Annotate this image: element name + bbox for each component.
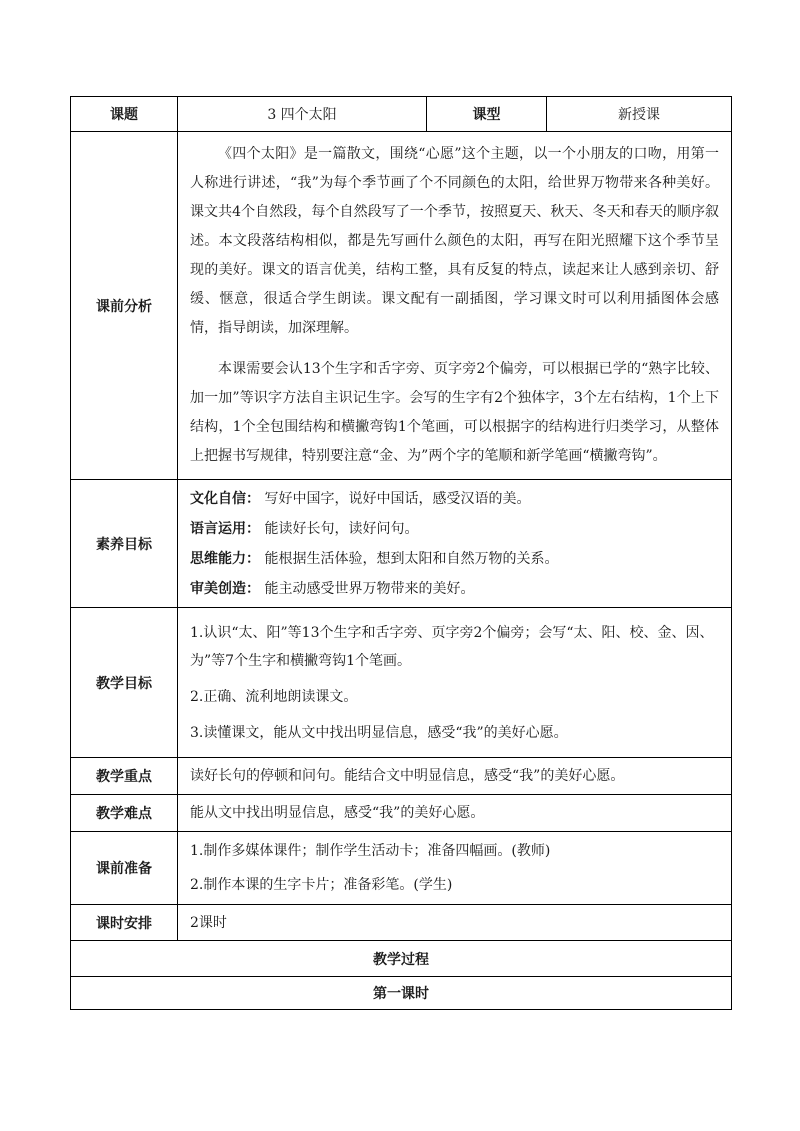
literacy-text: 能读好长句，读好问句。 bbox=[264, 520, 419, 537]
preparation-content bbox=[178, 832, 732, 905]
literacy-key: 语言运用： bbox=[190, 520, 260, 537]
literacy-text: 写好中国字，说好中国话，感受汉语的美。 bbox=[264, 490, 531, 507]
literacy-item bbox=[190, 574, 719, 604]
literacy-key: 文化自信： bbox=[190, 490, 260, 507]
objective-item: 2.正确、流利地朗读课文。 bbox=[190, 688, 358, 705]
difficulties-label: 教学难点 bbox=[71, 795, 178, 832]
difficulties-text: 能从文中找出明显信息，感受“我”的美好心愿。 bbox=[178, 795, 732, 832]
literacy-item bbox=[190, 514, 719, 544]
analysis-paragraph-2: 本课需要会认13个生字和舌字旁、页字旁2个偏旁，可以根据已学的“熟字比较、加一加”等识字方法自主识记生字。会写的生字有2个独体字，3个左右结构，1个上下结构，1个全包围结构和横撇弯钩1个笔画，可以根据字的结构进行归类学习，从整体上把握书写规律，特别要注意“金、为”两个字的笔顺和新学笔画“横撇弯钩”。 bbox=[190, 361, 719, 464]
first-lesson-row bbox=[71, 977, 732, 1010]
key-points-text: 读好长句的停顿和问句。能结合文中明显信息，感受“我”的美好心愿。 bbox=[178, 758, 732, 795]
lesson-plan-page bbox=[70, 96, 731, 1010]
analysis-content bbox=[178, 132, 732, 480]
analysis-row bbox=[71, 132, 732, 480]
objectives-content bbox=[178, 608, 732, 758]
topic-label: 课题 bbox=[71, 97, 178, 132]
literacy-key: 审美创造： bbox=[190, 580, 260, 597]
difficulties-row bbox=[71, 795, 732, 832]
preparation-row bbox=[71, 832, 732, 905]
lesson-plan-table bbox=[70, 96, 732, 1010]
objectives-row bbox=[71, 608, 732, 758]
literacy-item bbox=[190, 544, 719, 574]
topic-value: 3 四个太阳 bbox=[178, 97, 427, 132]
schedule-row bbox=[71, 905, 732, 941]
type-value: 新授课 bbox=[547, 97, 732, 132]
objective-item: 3.读懂课文，能从文中找出明显信息，感受“我”的美好心愿。 bbox=[190, 724, 568, 741]
literacy-content bbox=[178, 480, 732, 608]
literacy-row bbox=[71, 480, 732, 608]
preparation-item: 1.制作多媒体课件；制作学生活动卡；准备四幅画。(教师) bbox=[190, 843, 551, 859]
preparation-item: 2.制作本课的生字卡片；准备彩笔。(学生) bbox=[190, 877, 453, 893]
process-title-row bbox=[71, 941, 732, 977]
objectives-label: 教学目标 bbox=[71, 608, 178, 758]
process-title: 教学过程 bbox=[71, 941, 732, 977]
schedule-label: 课时安排 bbox=[71, 905, 178, 941]
preparation-label: 课前准备 bbox=[71, 832, 178, 905]
literacy-text: 能根据生活体验，想到太阳和自然万物的关系。 bbox=[264, 550, 559, 567]
literacy-item bbox=[190, 484, 719, 514]
analysis-label: 课前分析 bbox=[71, 132, 178, 480]
literacy-text: 能主动感受世界万物带来的美好。 bbox=[264, 580, 475, 597]
analysis-paragraph-1: 《四个太阳》是一篇散文，围绕“心愿”这个主题，以一个小朋友的口吻，用第一人称进行讲述，“我”为每个季节画了个不同颜色的太阳，给世界万物带来各种美好。课文共4个自然段，每个自然段写了一个季节，按照夏天、秋天、冬天和春天的顺序叙述。本文段落结构相似，都是先写画什么颜色的太阳，再写在阳光照耀下这个季节呈现的美好。课文的语言优美，结构工整，具有反复的特点，读起来让人感到亲切、舒缓、惬意，很适合学生朗读。课文配有一副插图，学习课文时可以利用插图体会感情，指导朗读，加深理解。 bbox=[190, 146, 719, 336]
objective-item: 1.认识“太、阳”等13个生字和舌字旁、页字旁2个偏旁；会写“太、阳、校、金、因、为”等7个生字和横撇弯钩1个笔画。 bbox=[190, 624, 714, 669]
first-lesson-title: 第一课时 bbox=[71, 977, 732, 1010]
literacy-key: 思维能力： bbox=[190, 550, 260, 567]
literacy-label: 素养目标 bbox=[71, 480, 178, 608]
type-label: 课型 bbox=[427, 97, 547, 132]
key-points-row bbox=[71, 758, 732, 795]
header-row bbox=[71, 97, 732, 132]
schedule-value: 2课时 bbox=[178, 905, 732, 941]
key-points-label: 教学重点 bbox=[71, 758, 178, 795]
